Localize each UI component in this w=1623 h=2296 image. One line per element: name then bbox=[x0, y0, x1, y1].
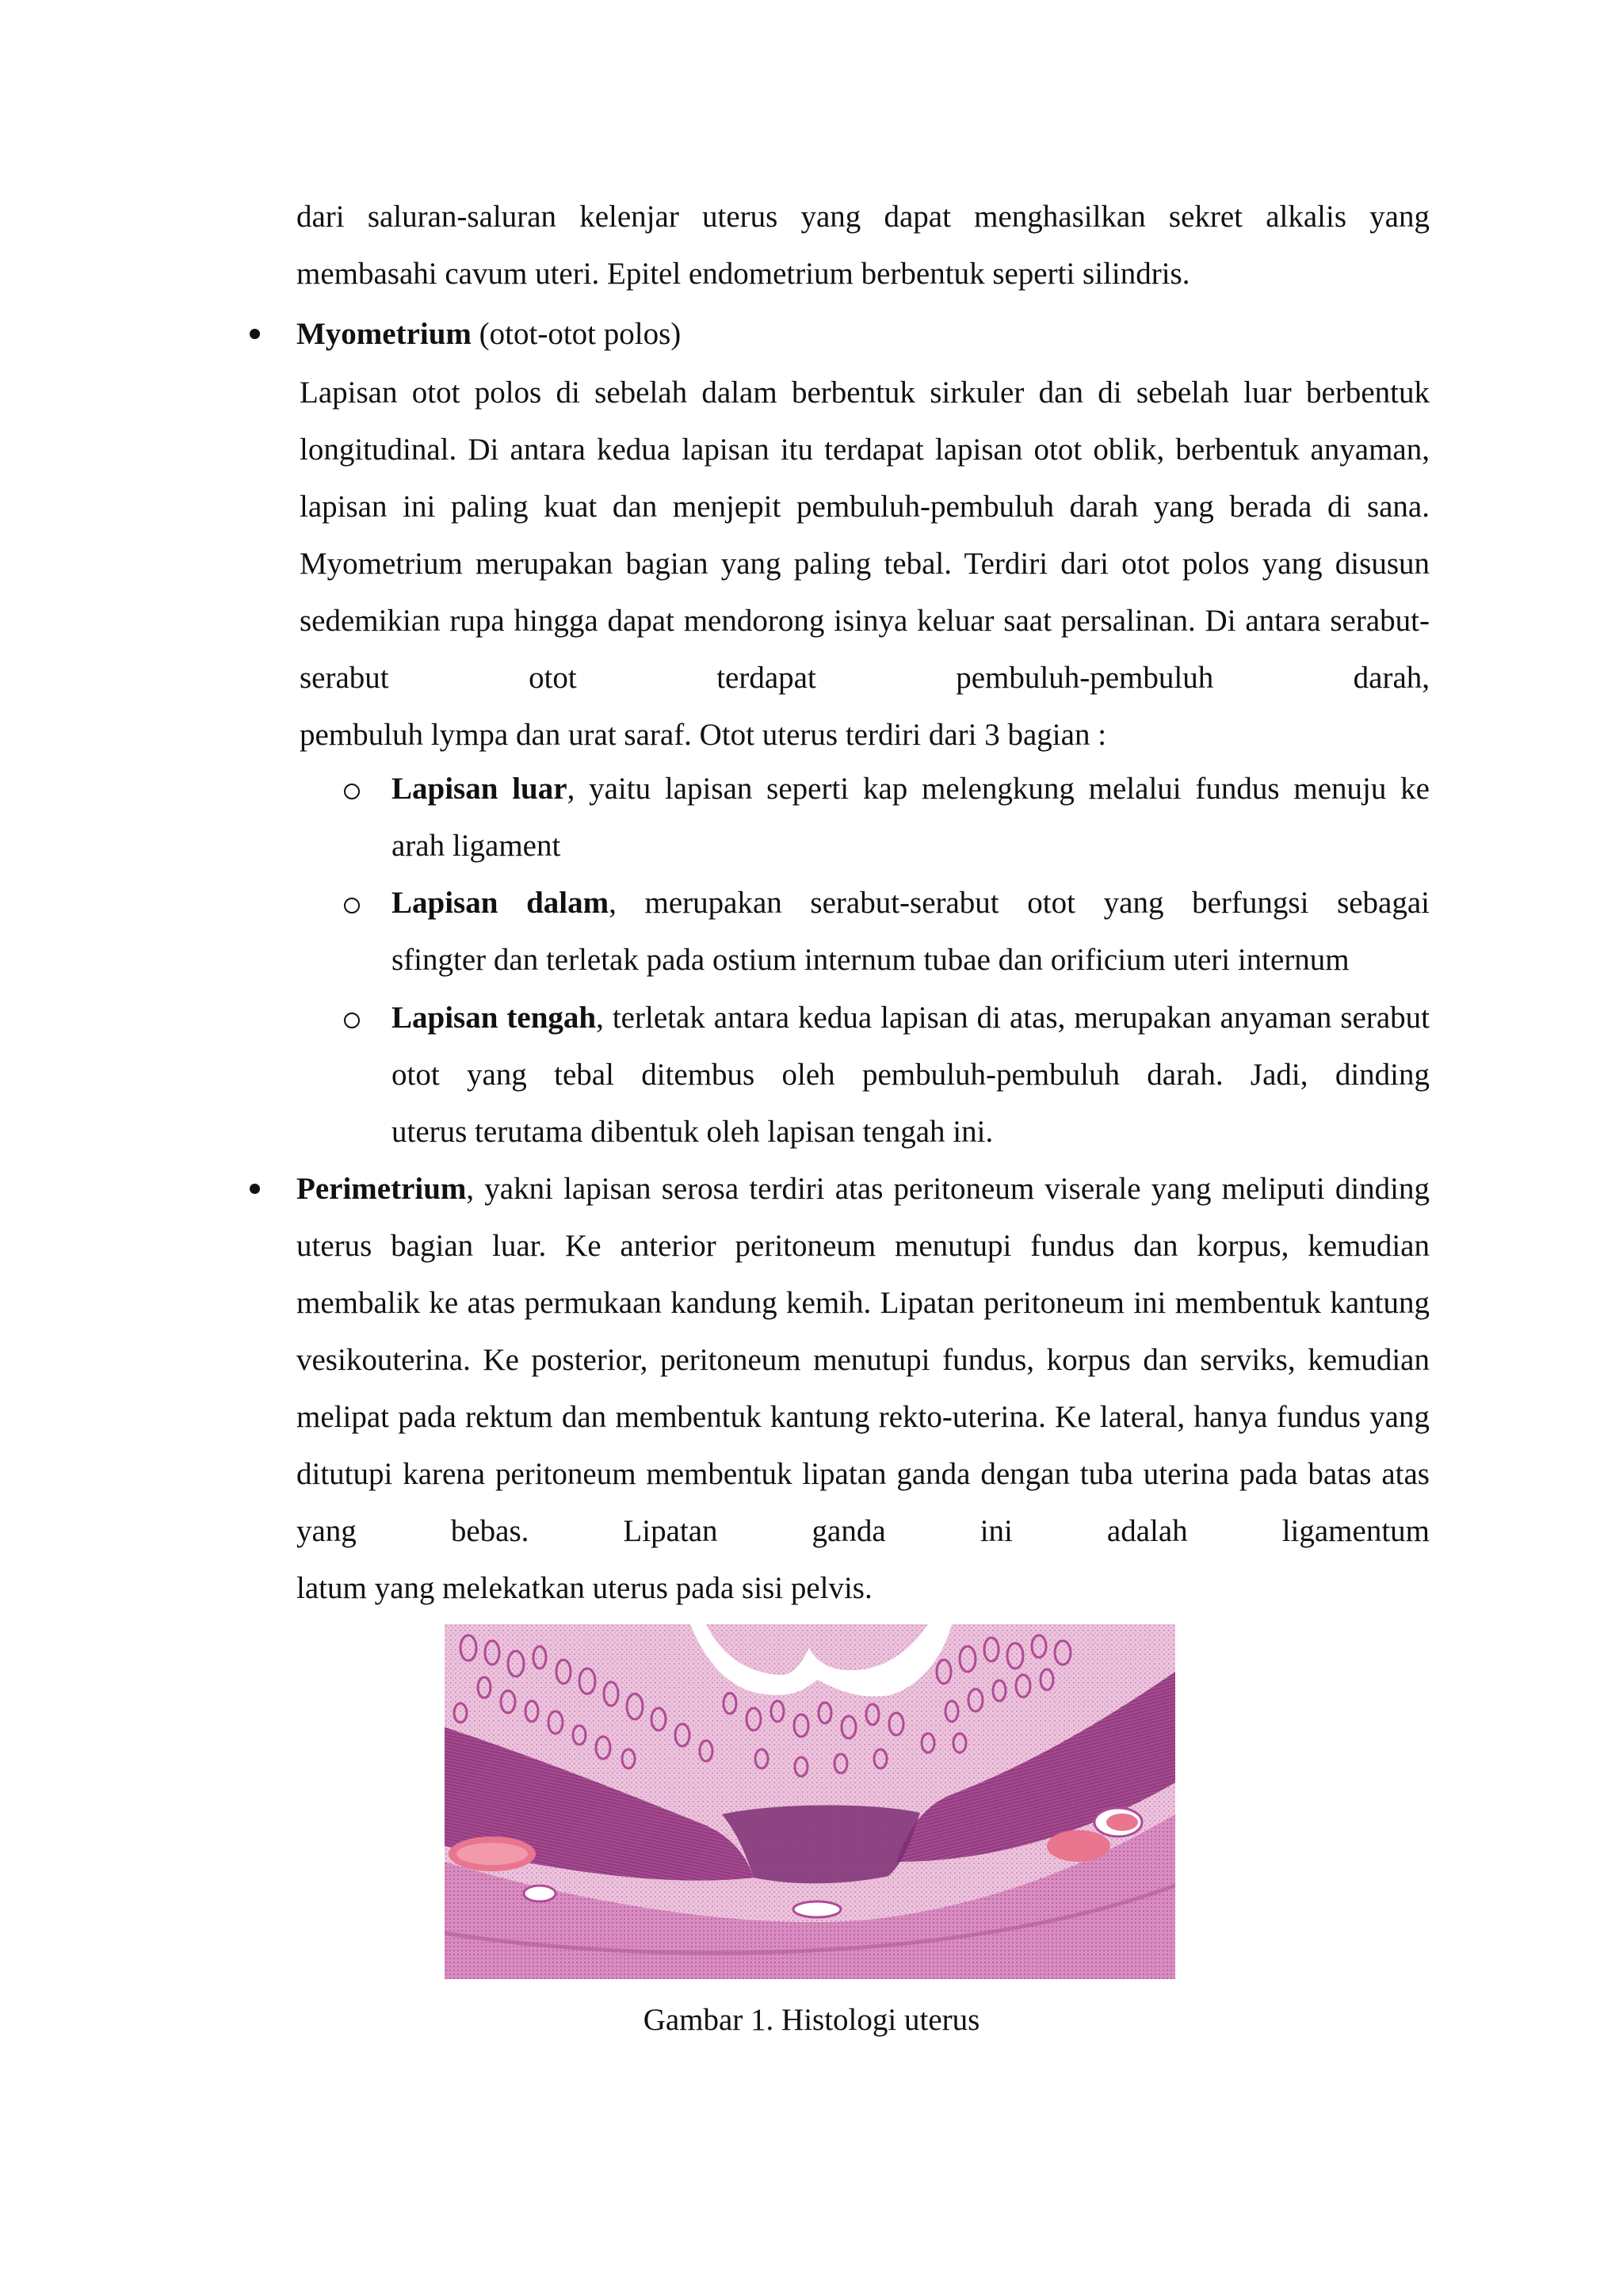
central-band bbox=[722, 1805, 920, 1883]
myometrium-body: Lapisan otot polos di sebelah dalam berbentuk sirkuler dan di sebelah luar berbentuk longitudinal. Di antara kedua lapisan itu terdapat lapisan otot oblik, berbentuk anyaman, lapisan ini paling kuat dan menjepit pembuluh-pembuluh darah yang berada di sana. Myometrium merupakan bagian yang paling tebal. Terdiri dari otot polos yang disusun sedemikian rupa hingga dapat mendorong isinya keluar saat persalinan. Di antara serabut-serabut otot terdapat pembuluh-pembuluh darah, bbox=[300, 376, 1430, 695]
histology-image bbox=[445, 1624, 1175, 1979]
sub-item-lapisan-luar bbox=[391, 761, 1430, 875]
intro-line-1: dari saluran-saluran kelenjar uterus yang dapat menghasilkan sekret alkalis yang bbox=[296, 200, 1430, 234]
figure-caption: Gambar 1. Histologi uterus bbox=[643, 2003, 980, 2037]
intro-paragraph bbox=[296, 189, 1430, 303]
perimetrium-body-last: latum yang melekatkan uterus pada sisi pelvis. bbox=[296, 1571, 873, 1605]
sub-item-term: Lapisan dalam bbox=[391, 886, 609, 920]
perimetrium-title: Perimetrium bbox=[296, 1172, 467, 1206]
myometrium-heading bbox=[296, 306, 1430, 363]
sub-item-line bbox=[391, 875, 1430, 932]
perimetrium-paragraph bbox=[296, 1161, 1430, 1617]
sub-item-term: Lapisan luar bbox=[391, 772, 567, 806]
sub-item-last: sfingter dan terletak pada ostium internum tubae dan orificium uteri internum bbox=[391, 943, 1350, 977]
circle-bullet-icon bbox=[344, 1013, 360, 1028]
myometrium-paragraph bbox=[300, 364, 1430, 764]
sub-item-text: , terletak antara kedua lapisan di atas, merupakan anyaman serabut otot yang tebal ditembus oleh pembuluh-pembuluh darah. Jadi, dinding bbox=[391, 1001, 1430, 1092]
circle-bullet-icon bbox=[344, 898, 360, 913]
myometrium-title: Myometrium bbox=[296, 317, 472, 351]
sub-item-last: uterus terutama dibentuk oleh lapisan tengah ini. bbox=[391, 1115, 994, 1149]
perimetrium-body-line bbox=[296, 1161, 1430, 1560]
intro-line-2: membasahi cavum uteri. Epitel endometrium berbentuk seperti silindris. bbox=[296, 257, 1190, 291]
myometrium-body-last: pembuluh lympa dan urat saraf. Otot uterus terdiri dari 3 bagian : bbox=[300, 718, 1107, 752]
sub-item-last: arah ligament bbox=[391, 829, 561, 863]
sub-item-line bbox=[391, 761, 1430, 818]
sub-item-lapisan-tengah bbox=[391, 990, 1430, 1161]
sub-item-line bbox=[391, 990, 1430, 1104]
sub-item-lapisan-dalam bbox=[391, 875, 1430, 989]
sub-item-text: , yaitu lapisan seperti kap melengkung melalui fundus menuju ke bbox=[567, 772, 1430, 806]
bullet-dot-icon bbox=[250, 1184, 260, 1194]
bullet-dot-icon bbox=[250, 329, 260, 339]
sub-item-term: Lapisan tengah bbox=[391, 1001, 597, 1035]
myometrium-subtitle: (otot-otot polos) bbox=[471, 317, 682, 351]
histology-uterus-figure bbox=[445, 1624, 1175, 1979]
perimetrium-body: , yakni lapisan serosa terdiri atas peritoneum viserale yang meliputi dinding uterus bagian luar. Ke anterior peritoneum menutupi fundus dan korpus, kemudian membalik ke atas permukaan kandung kemih. Lipatan peritoneum ini membentuk kantung vesikouterina. Ke posterior, peritoneum menutupi fundus, korpus dan serviks, kemudian melipat pada rektum dan membentuk kantung rekto-uterina. Ke lateral, hanya fundus yang ditutupi karena peritoneum membentuk lipatan ganda dengan tuba uterina pada batas atas yang bebas. Lipatan ganda ini adalah ligamentum bbox=[296, 1172, 1430, 1548]
sub-item-text: , merupakan serabut-serabut otot yang berfungsi sebagai bbox=[609, 886, 1430, 920]
circle-bullet-icon bbox=[344, 784, 360, 799]
